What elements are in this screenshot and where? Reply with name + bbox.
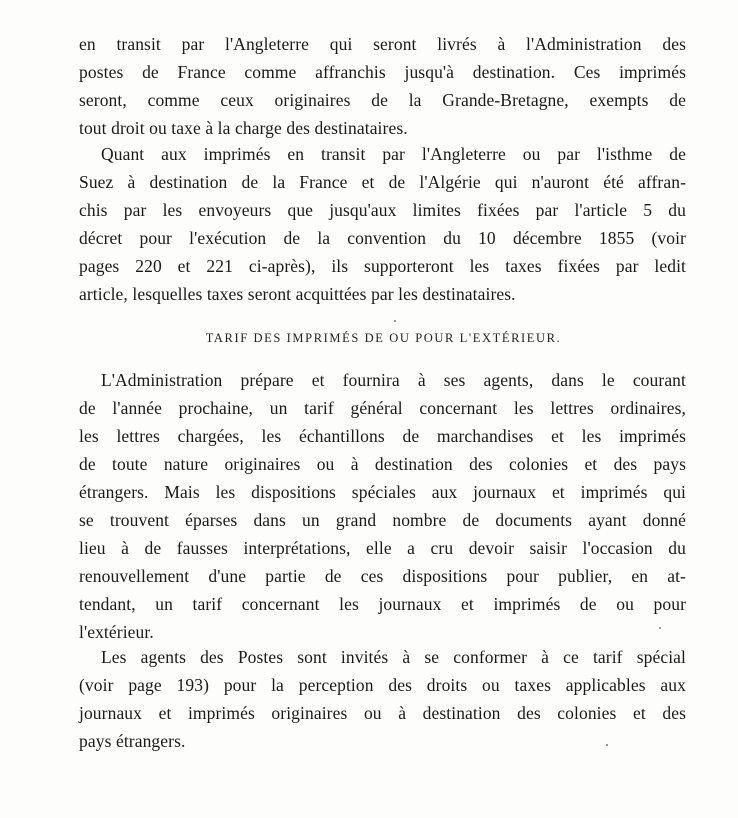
text-line: journaux et imprimés originaires ou à destination des colonies et des [79,703,686,723]
paragraph-2 [79,140,686,308]
text-line: en transit par l'Angleterre qui seront livrés à l'Administration des [79,34,686,54]
text-line: pays étrangers. [79,731,186,751]
paragraph-1 [79,30,686,142]
text-line: étrangers. Mais les dispositions spéciales aux journaux et imprimés qui [79,482,686,502]
ink-speck [394,320,396,322]
text-line: Les agents des Postes sont invités à se conformer à ce tarif spécial [101,647,686,667]
section-heading: TARIF DES IMPRIMÉS DE OU POUR L'EXTÉRIEUR. [205,331,562,345]
text-line: Suez à destination de la France et de l'Algérie qui n'auront été affran- [79,172,686,192]
text-line: l'extérieur. [79,622,154,642]
text-line: Quant aux imprimés en transit par l'Angleterre ou par l'isthme de [101,144,686,164]
text-line: tout droit ou taxe à la charge des destinataires. [79,118,408,138]
text-line: décret pour l'exécution de la convention du 10 décembre 1855 (voir [79,228,686,248]
text-line: (voir page 193) pour la perception des droits ou taxes applicables aux [79,675,686,695]
text-line: de toute nature originaires ou à destination des colonies et des pays [79,454,686,474]
text-line: pages 220 et 221 ci-après), ils supporteront les taxes fixées par ledit [79,256,686,276]
text-line: chis par les envoyeurs que jusqu'aux limites fixées par l'article 5 du [79,200,686,220]
text-line: L'Administration prépare et fournira à ses agents, dans le courant [101,370,686,390]
text-line: article, lesquelles taxes seront acquittées par les destinataires. [79,284,516,304]
ink-speck [606,744,608,746]
text-line: lieu à de fausses interprétations, elle a cru devoir saisir l'occasion du [79,538,686,558]
text-line: tendant, un tarif concernant les journaux et imprimés de ou pour [79,594,686,614]
paragraph-4 [79,643,686,755]
paragraph-3 [79,366,686,646]
text-line: renouvellement d'une partie de ces dispositions pour publier, en at- [79,566,686,586]
text-line: de l'année prochaine, un tarif général concernant les lettres ordinaires, [79,398,686,418]
text-line: se trouvent éparses dans un grand nombre de documents ayant donné [79,510,686,530]
text-line: les lettres chargées, les échantillons de marchandises et les imprimés [79,426,686,446]
ink-speck [659,627,661,629]
text-line: seront, comme ceux originaires de la Grande-Bretagne, exempts de [79,90,686,110]
text-line: postes de France comme affranchis jusqu'à destination. Ces imprimés [79,62,686,82]
